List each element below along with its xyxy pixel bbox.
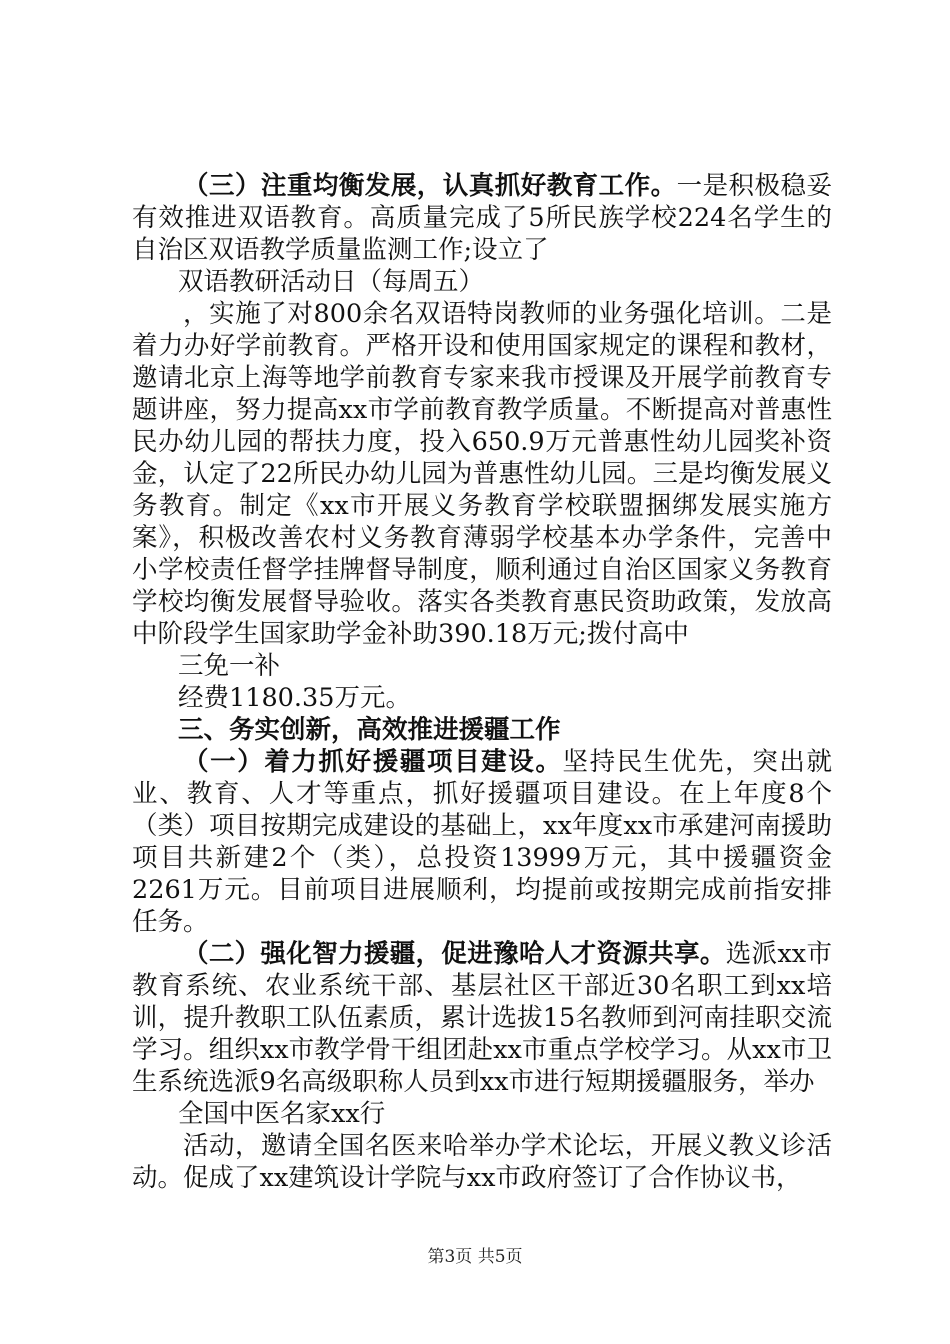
paragraph-bilingual-day: 双语教研活动日（每周五） — [178, 267, 485, 297]
paragraph-funding: 经费1180.35万元。 — [178, 683, 411, 713]
paragraph-training: ，实施了对800余名双语特岗教师的业务强化培训。二是着力办好学前教育。严格开设和使用国家规定的课程和教材，邀请北京上海等地学前教育专家来我市授课及开展学前教育专题讲座，努力提高xx市学前教育教学质量。不断提高对普惠性民办幼儿园的帮扶力度，投入650.9万元普惠性幼儿园奖补资金，认定了22所民办幼儿园为普惠性幼儿园。三是均衡发展义务教育。制定《xx市开展义务教育学校联盟捆绑发展实施方案》，积极改善农村义务教育薄弱学校基本办学条件，完善中小学校责任督学挂牌督导制度，顺利通过自治区国家义务教育学校均衡发展督导验收。落实各类教育惠民资助政策，发放高中阶段学生国家助学金补助390.18万元;拨付高中 — [132, 299, 832, 649]
paragraph-heading: （一）着力抓好援疆项目建设。 — [183, 747, 563, 777]
paragraph-tcm-event: 全国中医名家xx行 — [178, 1099, 386, 1129]
paragraph-education — [132, 170, 832, 266]
paragraph-activities: 活动，邀请全国名医来哈举办学术论坛，开展义教义诊活动。促成了xx建筑设计学院与xx市政府签订了合作协议书， — [132, 1131, 832, 1193]
paragraph-projects — [132, 746, 832, 938]
paragraph-three-free: 三免一补 — [178, 651, 281, 681]
paragraph-heading: （二）强化智力援疆，促进豫哈人才资源共享。 — [183, 939, 726, 969]
paragraph-text: 一是积极稳妥有效推进双语教育。高质量完成了5所民族学校224名学生的自治区双语教学质量监测工作;设立了 — [132, 171, 832, 265]
paragraph-text: 选派xx市教育系统、农业系统干部、基层社区干部近30名职工到xx培训，提升教职工队伍素质，累计选拔15名教师到河南挂职交流学习。组织xx市教学骨干组团赴xx市重点学校学习。从xx市卫生系统选派9名高级职称人员到xx市进行短期援疆服务，举办 — [132, 939, 832, 1097]
paragraph-heading: （三）注重均衡发展，认真抓好教育工作。 — [183, 171, 677, 201]
paragraph-talent — [132, 938, 832, 1098]
page-footer: 第3页 共5页 — [427, 1247, 523, 1267]
paragraph-text: 坚持民生优先，突出就业、教育、人才等重点，抓好援疆项目建设。在上年度8个（类）项目按期完成建设的基础上，xx年度xx市承建河南援助项目共新建2个（类），总投资13999万元，其中援疆资金2261万元。目前项目进展顺利，均提前或按期完成前指安排任务。 — [132, 747, 832, 937]
document-body — [132, 170, 832, 1194]
section-heading: 三、务实创新，高效推进援疆工作 — [178, 715, 561, 745]
